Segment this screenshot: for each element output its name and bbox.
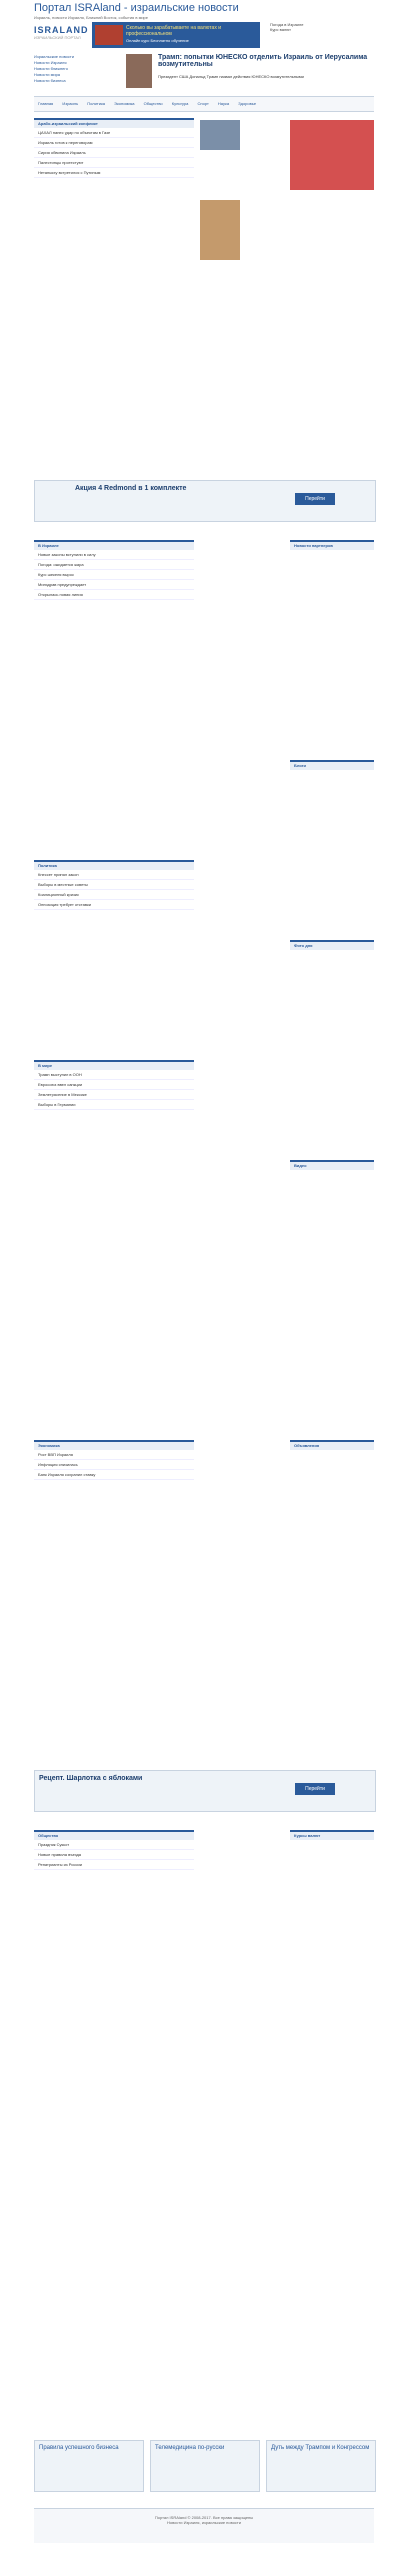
promo-banner[interactable] [92,22,260,48]
nav-item[interactable]: Экономика [114,101,135,106]
list-item[interactable]: Израиль готов к переговорам [34,138,194,148]
ad-button[interactable]: Перейти [295,1783,335,1795]
section-society [34,1830,194,2132]
weather-link[interactable]: Погода в Израиле [270,22,304,27]
list-item[interactable]: ЦАХАЛ нанес удар по объектам в Газе [34,128,194,138]
main-story-sub: Президент США Дональд Трамп назвал действия ЮНЕСКО возмутительными [158,74,304,79]
left-link[interactable]: Новости Израиля [34,60,67,65]
list-item[interactable]: Кнессет принял закон [34,870,194,880]
nav-item[interactable]: Здоровье [238,101,257,106]
section-header[interactable]: В мире [34,1062,194,1070]
bottom-ad[interactable] [266,2440,376,2492]
section-header[interactable]: Видео [290,1162,374,1170]
list-item[interactable]: Выборы в местные советы [34,880,194,890]
list-item[interactable]: Погода: ожидается жара [34,560,194,570]
section-header[interactable]: Политика [34,862,194,870]
promo-sub: Онлайн курс Бесплатно обучение [126,38,189,43]
list-item[interactable]: Минздрав предупреждает [34,580,194,590]
list-item[interactable]: Евросоюз ввел санкции [34,1080,194,1090]
list-item[interactable]: Землетрясение в Мексике [34,1090,194,1100]
main-nav [34,96,374,112]
list-item[interactable]: Курс шекеля вырос [34,570,194,580]
ad-image[interactable] [290,120,374,190]
nav-item[interactable]: Спорт [197,101,209,106]
list-item[interactable]: Репатрианты из России [34,1860,194,1870]
ad-title: Акция 4 Redmond в 1 комплекте [75,485,187,492]
right-block [290,760,374,922]
right-block [290,940,374,1142]
right-block [290,540,374,742]
list-item[interactable]: Коалиционный кризис [34,890,194,900]
section-header[interactable]: В Израиле [34,542,194,550]
page-subtitle: Израиль, новости Израиля, Ближний Восток, события в мире [34,15,149,20]
left-link[interactable]: Новости ближнего [34,66,68,71]
info-box [270,22,374,48]
list-item[interactable]: Новые правила въезда [34,1850,194,1860]
promo-title: Сколько вы зарабатываете на валютах и профессиональном [126,25,222,37]
ad-recipe[interactable] [34,1770,376,1812]
list-item[interactable]: Новые законы вступили в силу [34,550,194,560]
section-politics [34,860,194,1042]
story-image[interactable] [200,120,240,150]
ad-button[interactable]: Перейти [295,493,335,505]
list-item[interactable]: Открылась новая линия [34,590,194,600]
list-item[interactable]: Палестинцы протестуют [34,158,194,168]
list-item[interactable]: Банк Израиля сохранил ставку [34,1470,194,1480]
bottom-ad[interactable] [34,2440,144,2492]
footer-line: Новости Израиля, израильские новости [166,2520,241,2525]
list-item[interactable]: Праздник Суккот [34,1840,194,1850]
section-header[interactable]: Объявления [290,1442,374,1450]
right-block [290,1830,374,2132]
story-image[interactable] [200,200,240,260]
bottom-ad-title: Дуть между Трампом и Конгрессом [271,2445,370,2451]
main-story-image [126,54,152,88]
nav-item[interactable]: Культура [171,101,189,106]
section-conflict [34,118,194,420]
right-block [290,1160,374,1402]
section-economy [34,1440,194,1742]
left-link[interactable]: Новости мира [34,72,61,77]
list-item[interactable]: Инфляция снизилась [34,1460,194,1470]
footer-line: Портал ISRAland © 2008-2017. Все права защищены [154,2515,254,2520]
ad-title: Рецепт. Шарлотка с яблоками [39,1775,143,1782]
list-item[interactable]: Трамп выступил в ООН [34,1070,194,1080]
section-header[interactable]: Новости партнеров [290,542,374,550]
section-header[interactable]: Курсы валют [290,1832,374,1840]
site-logo[interactable] [34,25,89,51]
nav-item[interactable]: Главная [38,101,54,106]
left-link[interactable]: Израильские новости [34,54,74,59]
section-header[interactable]: Фото дня [290,942,374,950]
nav-item[interactable]: Израиль [62,101,79,106]
list-item[interactable]: Сирия обвинила Израиль [34,148,194,158]
logo-sub: ИЗРАИЛЬСКИЙ ПОРТАЛ [34,35,81,40]
section-header[interactable]: Блоги [290,762,374,770]
left-link[interactable]: Новости бизнеса [34,78,66,83]
list-item[interactable]: Выборы в Германии [34,1100,194,1110]
section-header[interactable]: Арабо-израильский конфликт [34,120,194,128]
ad-redmond[interactable] [34,480,376,522]
right-block [290,1440,374,1742]
page-title[interactable]: Портал ISRAland - израильские новости [34,2,239,14]
section-israel [34,540,194,842]
main-story[interactable] [34,54,374,90]
section-world [34,1060,194,1362]
bottom-ad[interactable] [150,2440,260,2492]
nav-item[interactable]: Наука [217,101,230,106]
logo-text: ISRALAND [34,25,89,35]
promo-image [95,25,123,45]
nav-item[interactable]: Политика [87,101,106,106]
section-header[interactable]: Общество [34,1832,194,1840]
list-item[interactable]: Рост ВВП Израиля [34,1450,194,1460]
currency-link[interactable]: Курс валют [270,27,292,32]
footer [34,2508,374,2543]
bottom-ad-title: Телемедицина по-русски [155,2445,225,2451]
section-header[interactable]: Экономика [34,1442,194,1450]
main-story-title[interactable]: Трамп: попытки ЮНЕСКО отделить Израиль от Иерусалима возмутительны [158,54,368,68]
list-item[interactable]: Нетаньяху встретился с Путиным [34,168,194,178]
nav-item[interactable]: Общество [143,101,163,106]
list-item[interactable]: Оппозиция требует отставки [34,900,194,910]
bottom-ad-title: Правила успешного бизнеса [39,2445,119,2451]
